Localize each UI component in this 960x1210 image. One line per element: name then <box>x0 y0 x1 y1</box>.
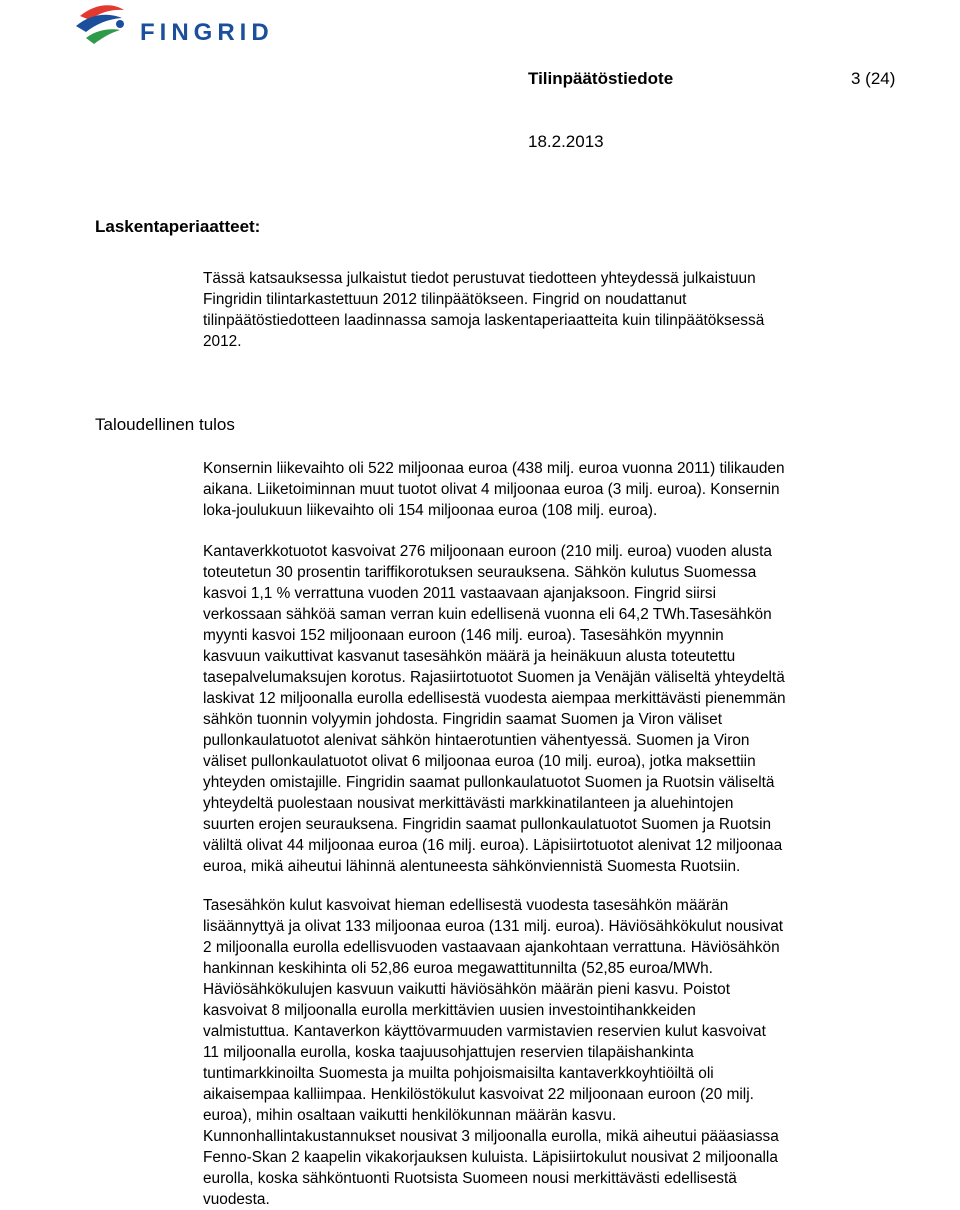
page-number: 3 (24) <box>851 69 896 88</box>
text-line: 2 miljoonalla eurolla edellisvuoden vastaavaan ajankohtaan verrattuna. Häviösähkön <box>203 939 780 956</box>
text-line: verkossaan sähköä saman verran kuin edellisenä vuonna eli 64,2 TWh.Tasesähkön <box>203 606 772 623</box>
text-line: euroa, mikä aiheutui lähinnä alentuneesta sähkönviennistä Suomesta Ruotsiin. <box>203 858 741 875</box>
text-line: yhteyden omistajille. Fingridin saamat pullonkaulatuotot Suomen ja Ruotsin väliseltä <box>203 774 775 791</box>
text-line: lisäännyttyä ja olivat 133 miljoonaa euroa (131 milj. euroa). Häviösähkökulut nousivat <box>203 918 784 935</box>
text-line: pullonkaulatuotot alenivat sähkön hintaerotuntien vähentyessä. Suomen ja Viron <box>203 732 750 749</box>
text-line: 2012. <box>203 333 242 350</box>
paragraph-costs <box>203 895 903 1210</box>
document-title: Tilinpäätöstiedote <box>528 69 674 88</box>
logo-wordmark: FINGRID <box>140 19 274 46</box>
text-line: Häviösähkökulujen kasvuun vaikutti häviösähkön määrän pieni kasvu. Poistot <box>203 981 731 998</box>
text-line: Tässä katsauksessa julkaistut tiedot perustuvat tiedotteen yhteydessä julkaistuun <box>203 270 756 287</box>
paragraph-grid-income <box>203 541 903 877</box>
fingrid-logo-mark <box>72 0 302 52</box>
text-line: hankinnan keskihinta oli 52,86 euroa megawattitunnilta (52,85 euroa/MWh. <box>203 960 713 977</box>
text-line: Fenno-Skan 2 kaapelin vikakorjauksen kuluista. Läpisiirtokulut nousivat 2 miljoonalla <box>203 1149 778 1166</box>
text-line: aikana. Liiketoiminnan muut tuotot olivat 4 miljoonaa euroa (3 milj. euroa). Konsernin <box>203 481 780 498</box>
text-line: tasepalvelumaksujen korotus. Rajasiirtotuotot Suomen ja Venäjän väliseltä yhteydeltä <box>203 669 785 686</box>
text-line: aikaisempaa kalliimpaa. Henkilöstökulut kasvoivat 22 miljoonaan euroon (20 milj. <box>203 1086 754 1103</box>
text-line: yhteydeltä puolestaan nousivat merkittävästi markkinatilanteen ja aluehintojen <box>203 795 734 812</box>
text-line: toteutetun 30 prosentin tariffikorotuksen seurauksena. Sähkön kulutus Suomessa <box>203 564 757 581</box>
text-line: kasvoi 1,1 % verrattuna vuoden 2011 vastaavaan ajanjaksoon. Fingrid siirsi <box>203 585 717 602</box>
text-line: laskivat 12 miljoonalla eurolla edellisestä vuodesta aiempaa merkittävästi pienemmän <box>203 690 786 707</box>
text-line: sähkön tuonnin volyymin johdosta. Fingridin saamat Suomen ja Viron väliset <box>203 711 723 728</box>
text-line: vuodesta. <box>203 1191 270 1208</box>
text-line: Fingridin tilintarkastettuun 2012 tilinpäätökseen. Fingrid on noudattanut <box>203 291 687 308</box>
section-heading-financial-result: Taloudellinen tulos <box>95 415 235 434</box>
text-line: 11 miljoonalla eurolla, koska taajuusohjattujen reservien tilapäishankinta <box>203 1044 694 1061</box>
logo-dot <box>116 20 124 28</box>
text-line: kasvoivat 8 miljoonalla eurolla merkittävien uusien investointihankkeiden <box>203 1002 696 1019</box>
text-line: suurten erojen seurauksena. Fingridin saamat pullonkaulatuotot Suomen ja Ruotsin <box>203 816 772 833</box>
text-line: Kunnonhallintakustannukset nousivat 3 miljoonalla eurolla, mikä aiheutui pääasiassa <box>203 1128 779 1145</box>
text-line: tuntimarkkinoilta Suomesta ja muilta pohjoismaisilta kantaverkkoyhtiöiltä oli <box>203 1065 714 1082</box>
text-line: väliset pullonkaulatuotot olivat 6 miljoonaa euroa (10 milj. euroa), jotka maksettiin <box>203 753 756 770</box>
text-line: euroa), mihin osaltaan vaikutti henkilökunnan määrän kasvu. <box>203 1107 617 1124</box>
text-line: Kantaverkkotuotot kasvoivat 276 miljoonaan euroon (210 milj. euroa) vuoden alusta <box>203 543 772 560</box>
text-line: väliltä olivat 44 miljoonaa euroa (16 milj. euroa). Läpisiirtotuotot alenivat 12 miljoonaa <box>203 837 783 854</box>
text-line: myynti kasvoi 152 miljoonaan euroon (146 milj. euroa). Tasesähkön myynnin <box>203 627 724 644</box>
logo-swoosh-green <box>86 29 120 44</box>
text-line: Tasesähkön kulut kasvoivat hieman edellisestä vuodesta tasesähkön määrän <box>203 897 729 914</box>
text-line: loka-joulukuun liikevaihto oli 154 miljoonaa euroa (108 milj. euroa). <box>203 502 658 519</box>
document-date: 18.2.2013 <box>528 132 604 151</box>
paragraph-accounting-principles <box>203 268 903 352</box>
text-line: Konsernin liikevaihto oli 522 miljoonaa euroa (438 milj. euroa vuonna 2011) tilikauden <box>203 460 785 477</box>
paragraph-revenue <box>203 458 903 521</box>
text-line: tilinpäätöstiedotteen laadinnassa samoja laskentaperiaatteita kuin tilinpäätöksessä <box>203 312 765 329</box>
fingrid-logo <box>72 0 302 52</box>
text-line: eurolla, koska sähköntuonti Ruotsista Suomeen nousi merkittävästi edellisestä <box>203 1170 737 1187</box>
section-heading-accounting-principles: Laskentaperiaatteet: <box>95 217 261 236</box>
text-line: valmistuttua. Kantaverkon käyttövarmuuden varmistavien reservien kulut kasvoivat <box>203 1023 766 1040</box>
text-line: kasvuun vaikuttivat kasvanut tasesähkön määrä ja heinäkuun alusta toteutettu <box>203 648 736 665</box>
